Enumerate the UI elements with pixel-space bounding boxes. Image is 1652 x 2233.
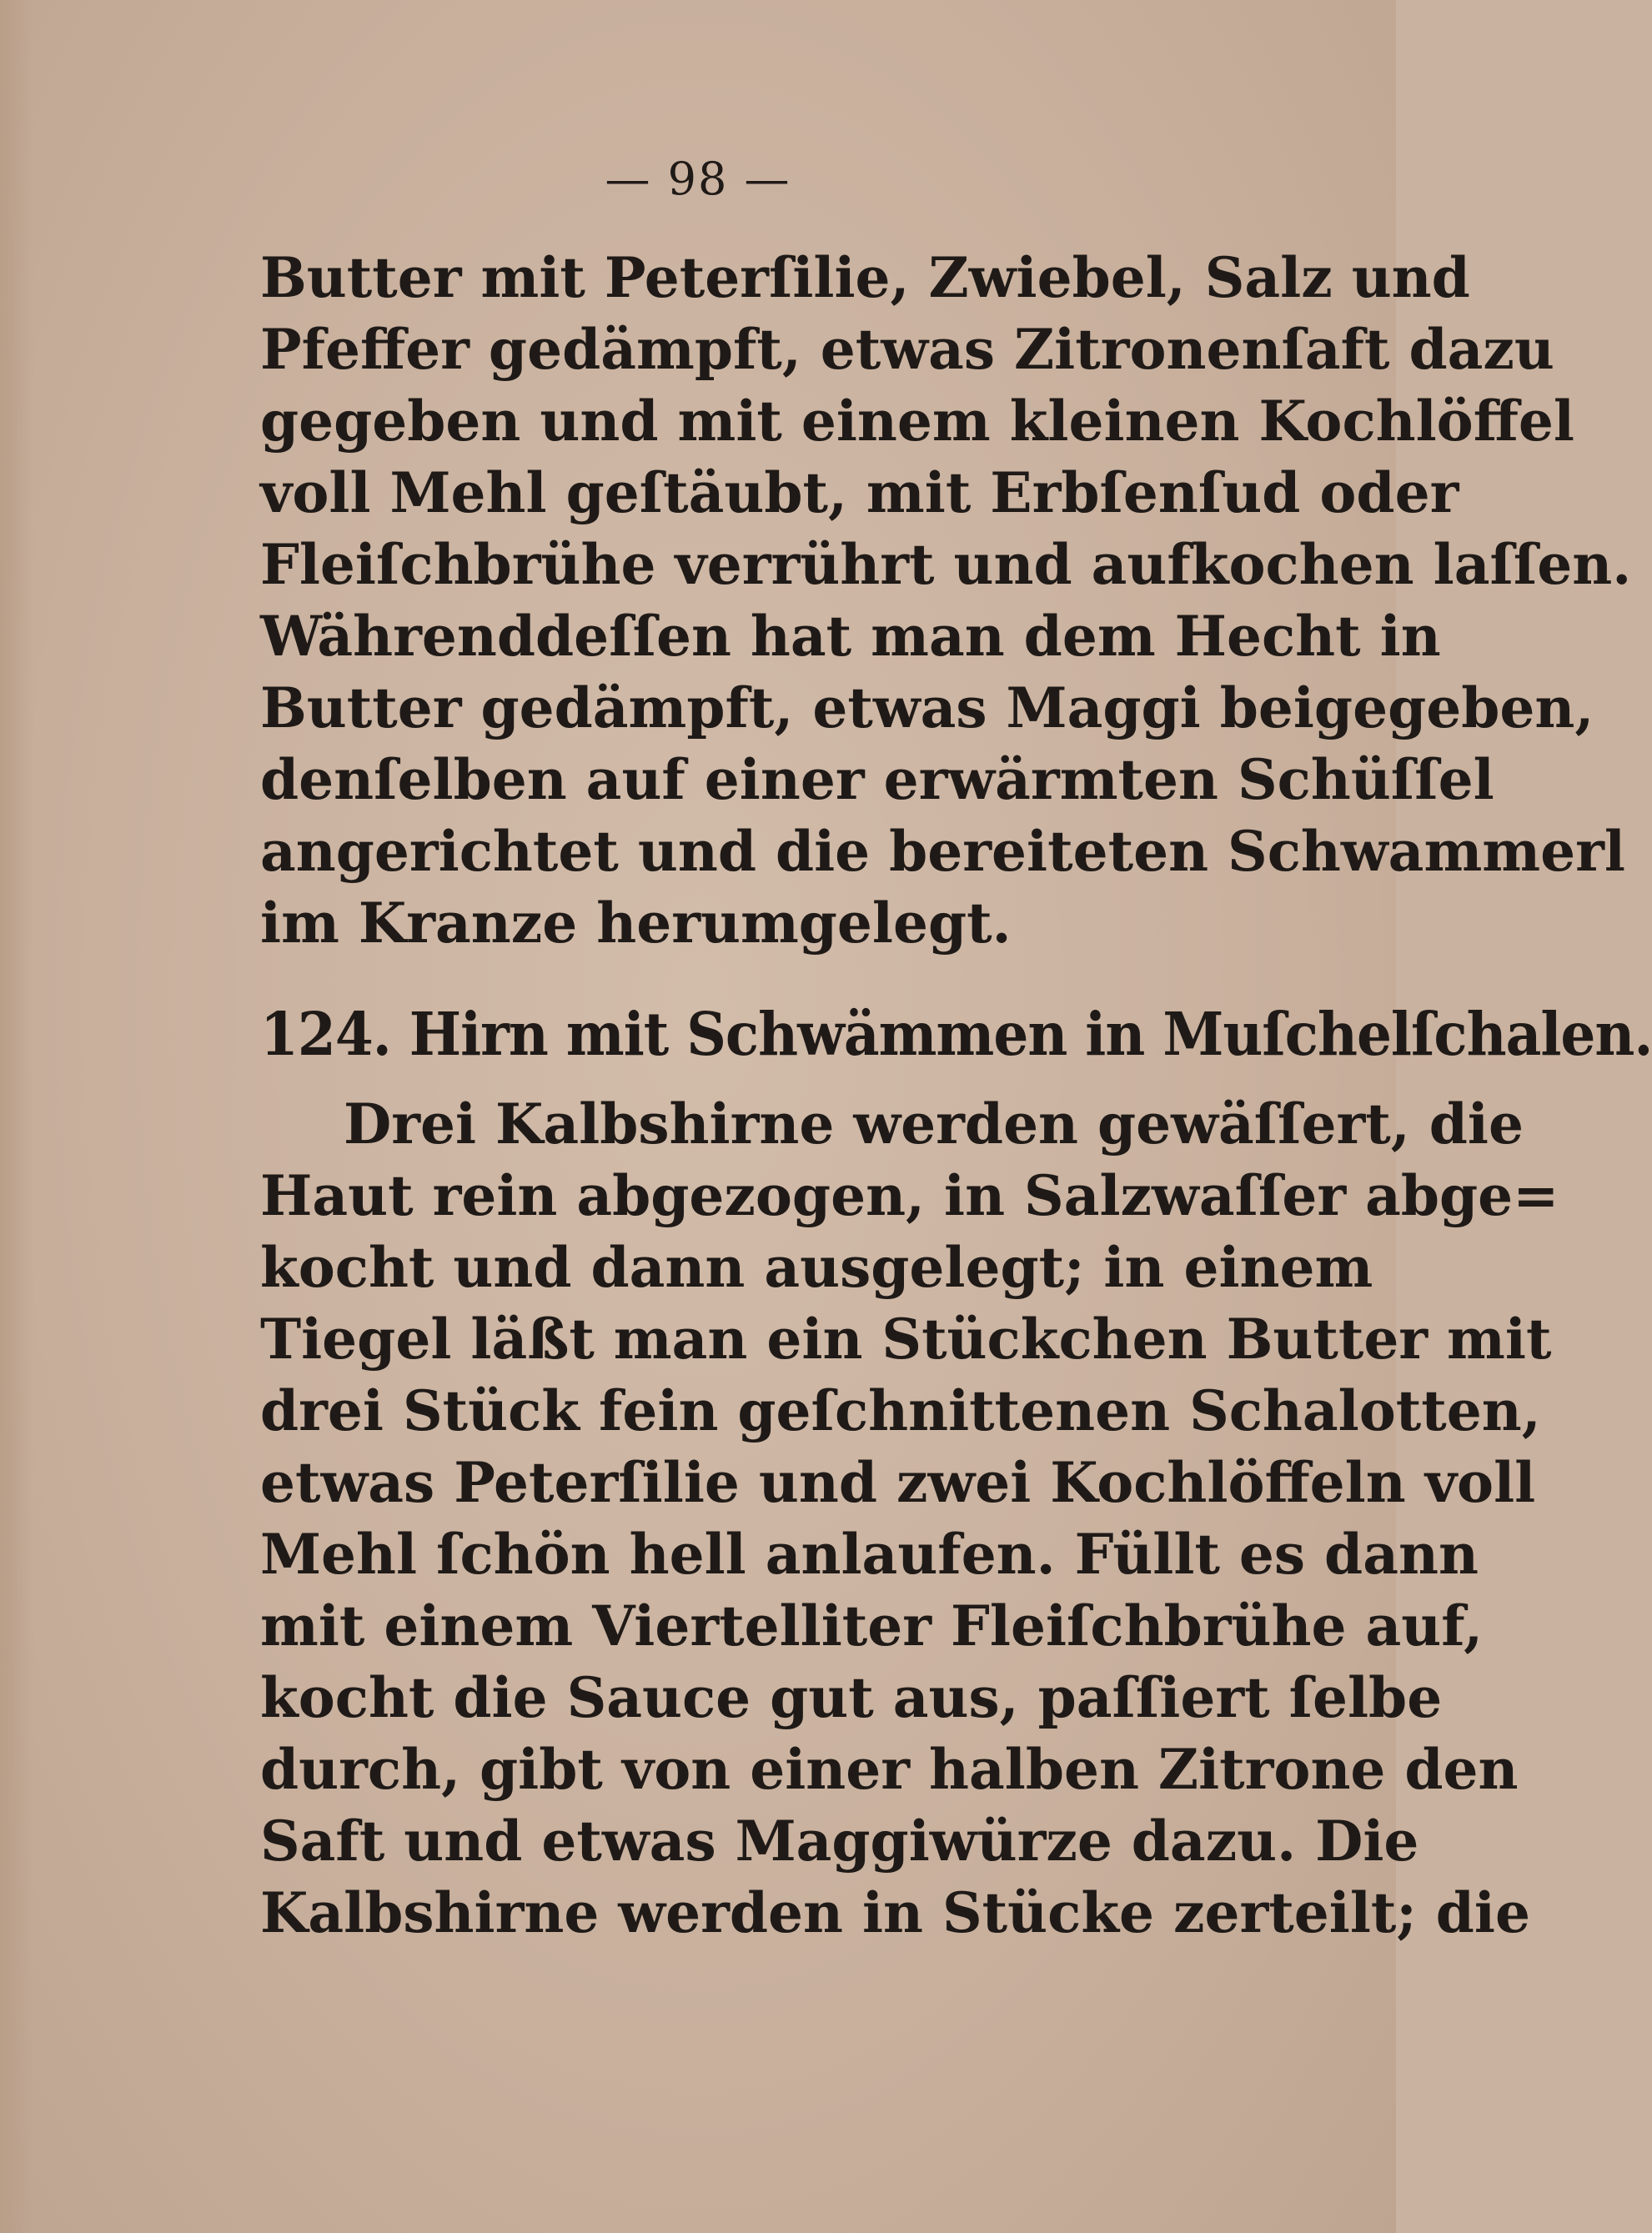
text-line: Butter mit Peterſilie, Zwiebel, Salz und <box>260 245 1470 310</box>
text-line: drei Stück fein geſchnittenen Schalotten, <box>260 1378 1541 1443</box>
recipe-heading: 124. Hirn mit Schwämmen in Muſchelſchalen. <box>260 998 1652 1070</box>
text-line: Butter gedämpft, etwas Maggi beigegeben, <box>260 675 1594 740</box>
text-line: Kalbshirne werden in Stücke zerteilt; die <box>260 1880 1530 1945</box>
text-line: Fleiſchbrühe verrührt und aufkochen laſſen. <box>260 532 1632 597</box>
text-line: etwas Peterſilie und zwei Kochlöffeln voll <box>260 1450 1536 1515</box>
text-line: Pfeffer gedämpft, etwas Zitronenſaft dazu <box>260 317 1554 382</box>
text-line: angerichtet und die bereiteten Schwammerl <box>260 819 1625 884</box>
text-line: durch, gibt von einer halben Zitrone den <box>260 1737 1519 1802</box>
text-line: Tiegel läßt man ein Stückchen Butter mit <box>260 1307 1552 1372</box>
text-line: im Kranze herumgelegt. <box>260 891 1012 956</box>
text-line: Haut rein abgezogen, in Salzwaſſer abge= <box>260 1163 1559 1228</box>
text-line: denſelben auf einer erwärmten Schüſſel <box>260 747 1494 812</box>
page-number: — 98 — <box>605 153 791 205</box>
text-line: Währenddeſſen hat man dem Hecht in <box>260 604 1441 669</box>
text-line: Mehl ſchön hell anlaufen. Füllt es dann <box>260 1522 1479 1587</box>
paragraph-2 <box>260 1088 1559 1949</box>
text-line: kocht und dann ausgelegt; in einem <box>260 1235 1373 1300</box>
text-line: Drei Kalbshirne werden gewäſſert, die <box>344 1091 1524 1157</box>
text-line: voll Mehl geſtäubt, mit Erbſenſud oder <box>260 460 1459 525</box>
text-line: kocht die Sauce gut aus, paſſiert ſelbe <box>260 1665 1443 1730</box>
text-line: mit einem Viertelliter Fleiſchbrühe auf, <box>260 1593 1484 1658</box>
text-line: Saft und etwas Maggiwürze dazu. Die <box>260 1809 1419 1874</box>
page-edge-shadow <box>0 0 33 2233</box>
paragraph-1 <box>260 242 1632 959</box>
text-line: gegeben und mit einem kleinen Kochlöffel <box>260 389 1574 454</box>
